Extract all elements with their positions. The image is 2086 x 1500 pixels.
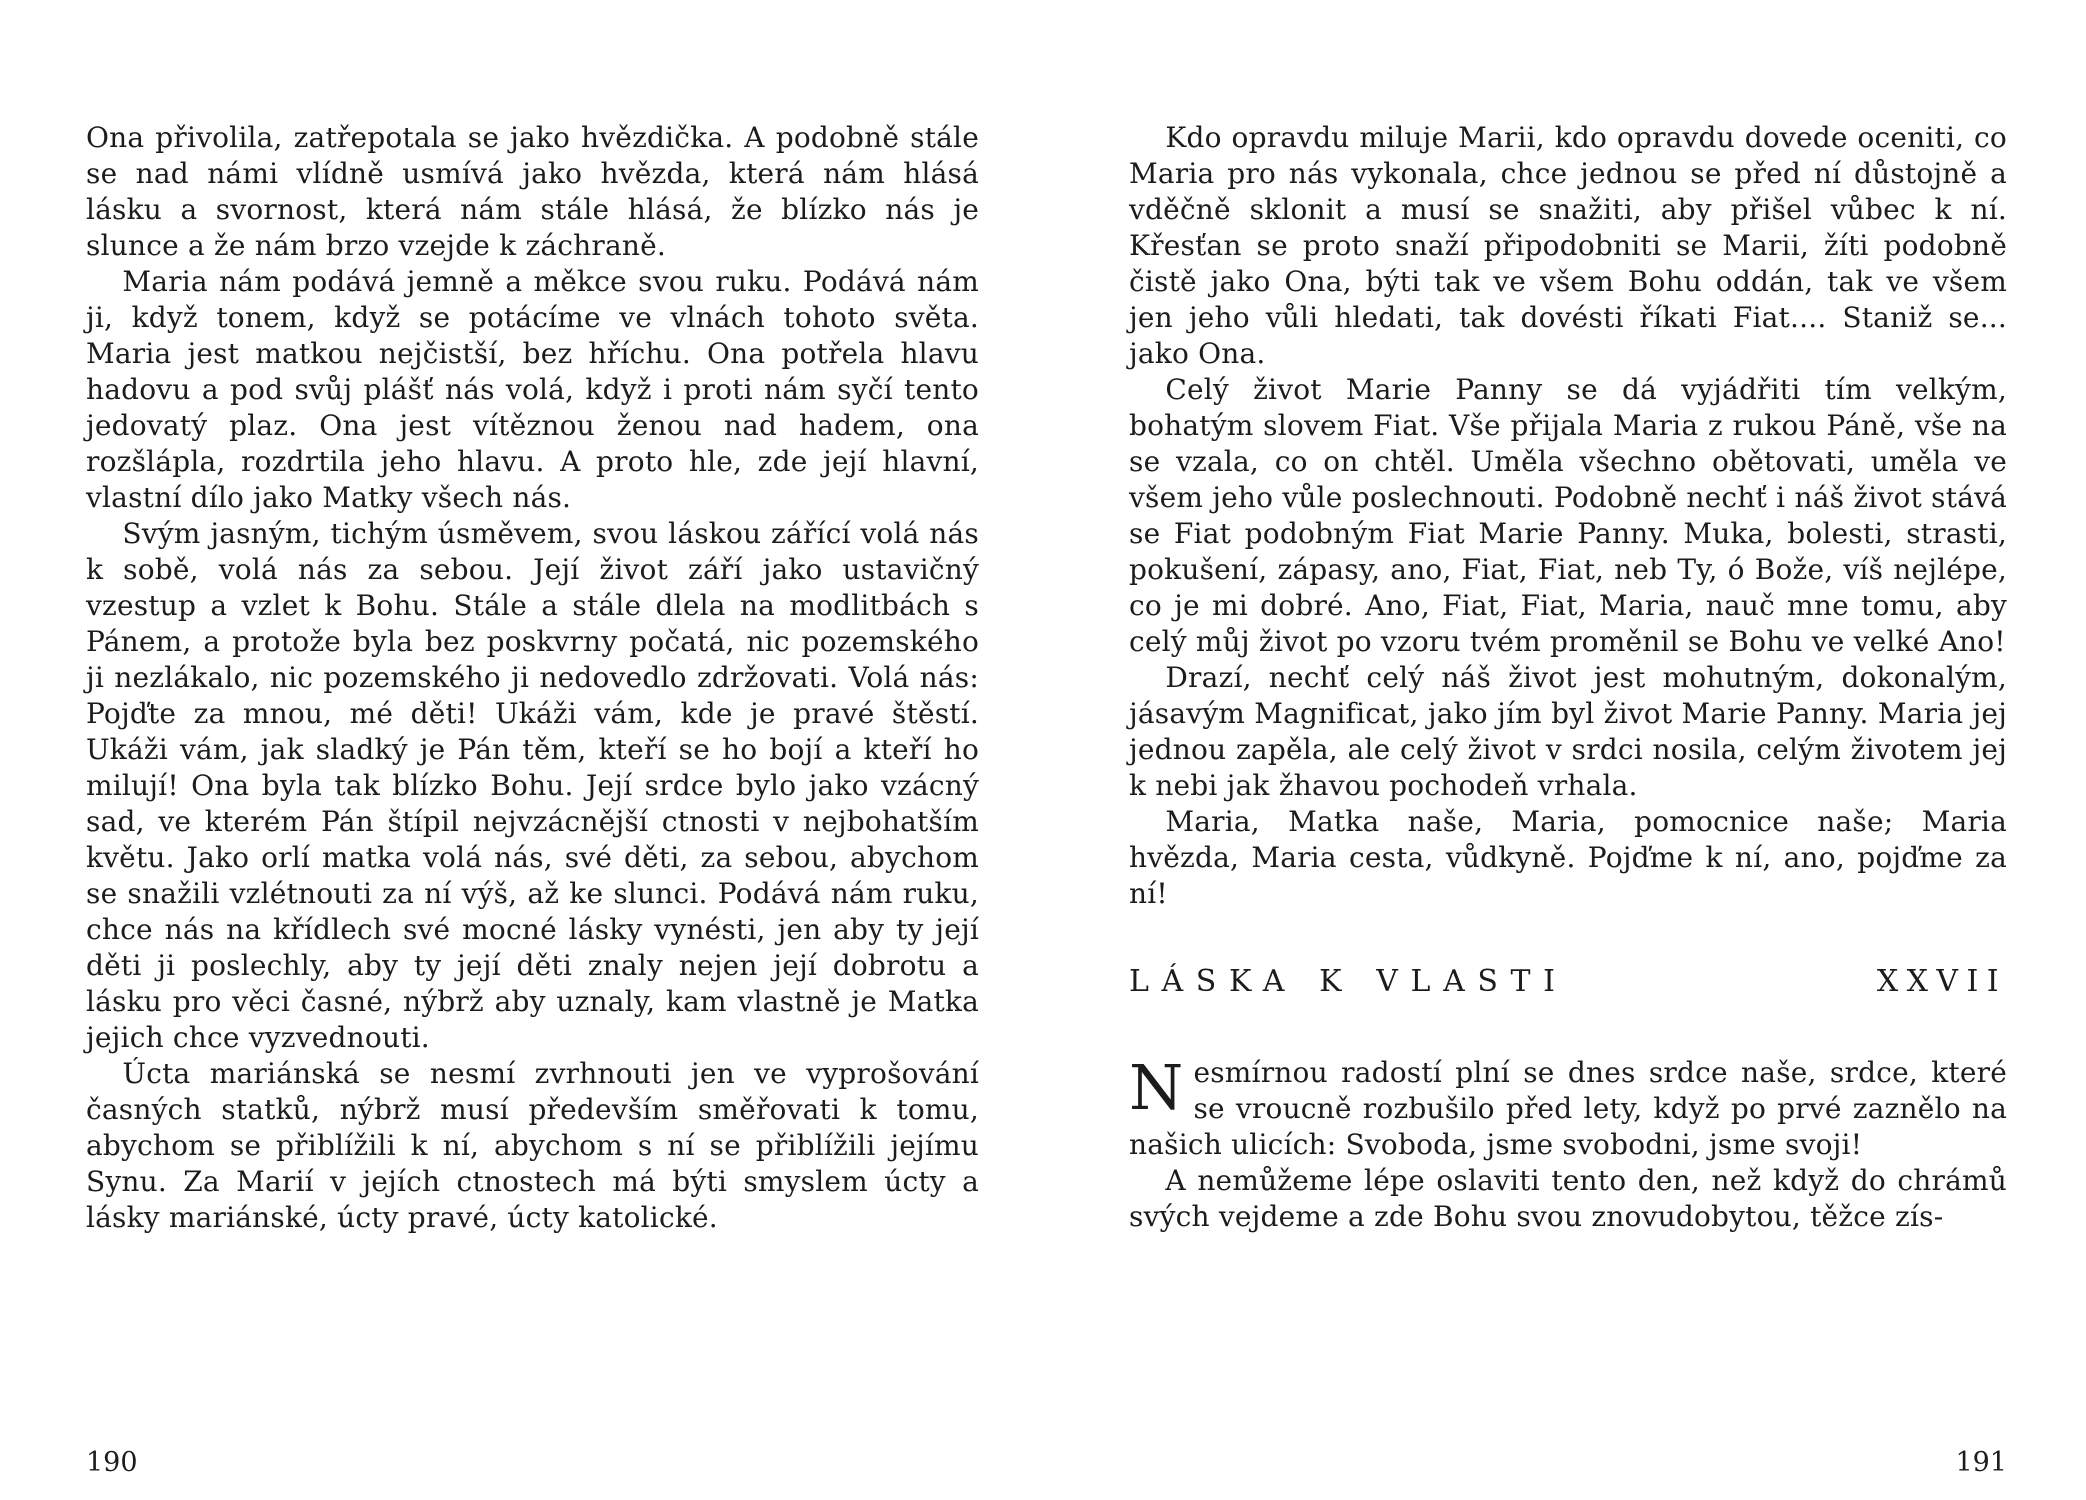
paragraph: Maria, Matka naše, Maria, pomocnice naše; Maria hvězda, Maria cesta, vůdkyně. Pojďme k ní, ano, pojďme za ní! xyxy=(1129,805,2007,910)
page-number: 191 xyxy=(1955,1447,2007,1478)
page-number: 190 xyxy=(86,1447,138,1478)
chapter-title: LÁSKA K VLASTI xyxy=(1129,964,1568,999)
left-page xyxy=(86,120,979,1500)
chapter-intro-paragraph xyxy=(1129,1051,2007,1163)
chapter-number: XXVII xyxy=(1876,964,2007,999)
right-page xyxy=(1129,120,2007,1500)
paragraph: Celý život Marie Panny se dá vyjádřiti tím velkým, bohatým slovem Fiat. Vše přijala Maria z rukou Páně, vše na se vzala, co on chtěl. Uměla všechno obětovati, uměla ve všem jeho vůle poslechnouti. Podobně nechť i náš život stává se Fiat podobným Fiat Marie Panny. Muka, bolesti, strasti, pokušení, zápasy, ano, Fiat, Fiat, neb Ty, ó Bože, víš nejlépe, co je mi dobré. Ano, Fiat, Fiat, Maria, nauč mne tomu, aby celý můj život po vzoru tvém proměnil se Bohu ve velké Ano! xyxy=(1129,373,2007,658)
paragraph: Kdo opravdu miluje Marii, kdo opravdu dovede oceniti, co Maria pro nás vykonala, chce jednou se před ní důstojně a vděčně sklonit a musí se snažiti, aby přišel vůbec k ní. Křesťan se proto snaží připodobniti se Marii, žíti podobně čistě jako Ona, býti tak ve všem Bohu oddán, tak ve všem jen jeho vůli hledati, tak dovésti říkati Fiat.... Staniž se... jako Ona. xyxy=(1129,121,2007,370)
paragraph: A nemůžeme lépe oslaviti tento den, než když do chrámů svých vejdeme a zde Bohu svou znovudobytou, těžce zís- xyxy=(1129,1164,2007,1233)
paragraph: Maria nám podává jemně a měkce svou ruku. Podává nám ji, když tonem, když se potácíme ve vlnách tohoto světa. Maria jest matkou nejčistší, bez hříchu. Ona potřela hlavu hadovu a pod svůj plášť nás volá, když i proti nám syčí tento jedovatý plaz. Ona jest vítěznou ženou nad hadem, ona rozšlápla, rozdrtila jeho hlavu. A proto hle, zde její hlavní, vlastní dílo jako Matky všech nás. xyxy=(86,265,979,514)
paragraph: Ona přivolila, zatřepotala se jako hvězdička. A podobně stále se nad námi vlídně usmívá jako hvězda, která nám hlásá lásku a svornost, která nám stále hlásá, že blízko nás je slunce a že nám brzo vzejde k záchraně. xyxy=(86,121,979,262)
chapter-intro-text: esmírnou radostí plní se dnes srdce naše, srdce, které se vroucně rozbušilo před lety, když po prvé zaznělo na našich ulicích: Svoboda, jsme svobodni, jsme svoji! xyxy=(1129,1056,2007,1161)
chapter-heading xyxy=(1129,964,2007,999)
paragraph: Svým jasným, tichým úsměvem, svou láskou zářící volá nás k sobě, volá nás za sebou. Její život září jako ustavičný vzestup a vzlet k Bohu. Stále a stále dlela na modlitbách s Pánem, a protože byla bez poskvrny počatá, nic pozemského ji nezlákalo, nic pozemského ji nedovedlo zdržovati. Volá nás: Pojďte za mnou, mé děti! Ukáži vám, kde je pravé štěstí. Ukáži vám, jak sladký je Pán těm, kteří se ho bojí a kteří ho milují! Ona byla tak blízko Bohu. Její srdce bylo jako vzácný sad, ve kterém Pán štípil nejvzácnější ctnosti v nejbohatším květu. Jako orlí matka volá nás, své děti, za sebou, abychom se snažili vzlétnouti za ní výš, až ke slunci. Podává nám ruku, chce nás na křídlech své mocné lásky vynésti, jen aby ty její děti ji poslechly, aby ty její děti znaly nejen její dobrotu a lásku pro věci časné, nýbrž aby uznaly, kam vlastně je Matka jejich chce vyzvednouti. xyxy=(86,517,979,1054)
paragraph: Drazí, nechť celý náš život jest mohutným, dokonalým, jásavým Magnificat, jako jím byl život Marie Panny. Maria jej jednou zapěla, ale celý život v srdci nosila, celým životem jej k nebi jak žhavou pochodeň vrhala. xyxy=(1129,661,2007,802)
right-text-block xyxy=(1129,120,2007,1235)
left-text-block xyxy=(86,120,979,1236)
paragraph: Úcta mariánská se nesmí zvrhnouti jen ve vyprošování časných statků, nýbrž musí především směřovati k tomu, abychom se přiblížili k ní, abychom s ní se přiblížili jejímu Synu. Za Marií v jejích ctnostech má býti smyslem úcty a lásky mariánské, úcty pravé, úcty katolické. xyxy=(86,1057,979,1234)
drop-cap: N xyxy=(1129,1051,1184,1124)
